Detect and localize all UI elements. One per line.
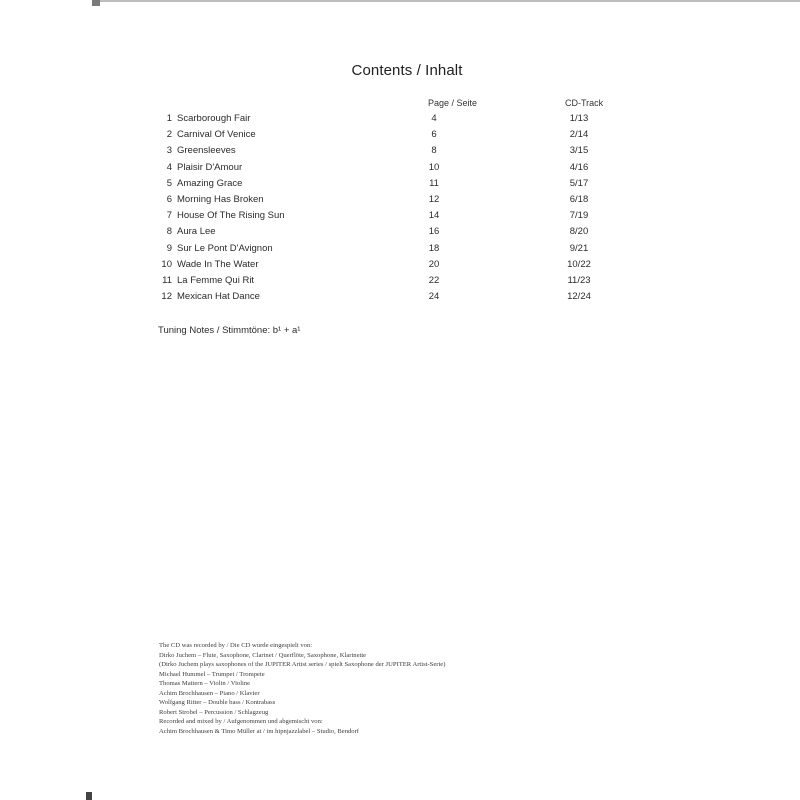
track-number: 4: [166, 161, 172, 173]
table-row: [0, 243, 800, 259]
page-number: 8: [431, 145, 437, 157]
tuning-notes: Tuning Notes / Stimmtöne: b¹ + a¹: [158, 325, 301, 336]
credit-line: Achim Brochhausen – Piano / Klavier: [159, 689, 260, 697]
cd-track: 10/22: [567, 258, 591, 270]
table-row: [0, 194, 800, 210]
credit-line: Dirko Juchem – Flute, Saxophone, Clarinet / Querflöte, Saxophone, Klarinette: [159, 651, 367, 659]
page-title: Contents / Inhalt: [351, 62, 463, 79]
song-title: Sur Le Pont D'Avignon: [177, 242, 273, 254]
column-header-cd-track: CD-Track: [565, 98, 604, 108]
credit-line: Robert Strobel – Percussion / Schlagzeug: [159, 708, 269, 716]
song-title: Amazing Grace: [177, 177, 243, 189]
credit-line: Michael Hummel – Trumpet / Trompete: [159, 670, 265, 678]
cd-track: 8/20: [569, 226, 589, 238]
credits-heading: The CD was recorded by / Die CD wurde eingespielt von:: [159, 642, 313, 649]
cd-track: 2/14: [569, 129, 589, 141]
song-title: Plaisir D'Amour: [177, 161, 243, 173]
cd-track: 3/15: [569, 145, 589, 157]
song-title: Aura Lee: [177, 226, 216, 238]
cd-track: 11/23: [567, 274, 591, 286]
credit-line: Thomas Mattern – Violin / Violine: [159, 680, 251, 688]
contents-table: [0, 113, 800, 307]
cd-track: 9/21: [569, 242, 589, 254]
table-row: [0, 259, 800, 275]
cd-track: 5/17: [569, 177, 589, 189]
credits-heading: Recorded and mixed by / Aufgenommen und abgemischt von:: [159, 718, 323, 726]
page-number: 6: [431, 129, 437, 141]
cd-track: 4/16: [569, 161, 589, 173]
track-number: 7: [166, 210, 172, 222]
song-title: Scarborough Fair: [177, 113, 251, 124]
page-number: 18: [428, 242, 440, 254]
track-number: 10: [161, 258, 172, 270]
track-number: 11: [162, 274, 172, 286]
song-title: House Of The Rising Sun: [177, 210, 285, 222]
track-number: 2: [166, 129, 172, 141]
table-row: [0, 275, 800, 291]
table-row: [0, 145, 800, 161]
cd-track: 7/19: [569, 210, 589, 222]
track-number: 8: [166, 226, 172, 238]
song-title: Morning Has Broken: [177, 193, 264, 205]
track-number: 5: [166, 177, 172, 189]
page-corner-mark: [92, 0, 100, 6]
table-row: [0, 162, 800, 178]
page-bottom-mark: [86, 792, 92, 800]
page-number: 12: [428, 193, 440, 205]
table-row: [0, 291, 800, 307]
table-row: [0, 210, 800, 226]
page-number: 22: [428, 274, 440, 286]
page-number: 4: [431, 113, 437, 124]
page-top-edge: [92, 0, 800, 2]
song-title: La Femme Qui Rit: [177, 274, 255, 286]
page-number: 20: [428, 258, 440, 270]
credit-line: (Dirko Juchem plays saxophones of the JUPITER Artist series / spielt Saxophone der JUPITER Artist-Serie): [159, 661, 446, 669]
track-number: 6: [166, 193, 172, 205]
page-number: 24: [428, 291, 440, 303]
song-title: Greensleeves: [177, 145, 236, 157]
table-row: [0, 129, 800, 145]
song-title: Carnival Of Venice: [177, 129, 256, 141]
track-number: 3: [166, 145, 172, 157]
table-row: [0, 178, 800, 194]
song-title: Wade In The Water: [177, 258, 259, 270]
cd-track: 6/18: [569, 193, 589, 205]
track-number: 9: [166, 242, 172, 254]
table-row: [0, 226, 800, 242]
page-number: 11: [429, 177, 439, 189]
page-number: 16: [428, 226, 440, 238]
track-number: 1: [166, 113, 172, 124]
column-header-page: Page / Seite: [428, 98, 478, 108]
track-number: 12: [161, 291, 172, 303]
page-number: 10: [428, 161, 440, 173]
credits-block: [159, 641, 445, 736]
table-row: [0, 113, 800, 129]
cd-track: 12/24: [567, 291, 591, 303]
page-number: 14: [428, 210, 440, 222]
song-title: Mexican Hat Dance: [177, 291, 260, 303]
credit-line: Achim Brochhausen & Timo Müller at / im hipnjazzlabel – Studio, Bendorf: [159, 727, 359, 735]
credit-line: Wolfgang Ritter – Double bass / Kontrabass: [159, 699, 276, 707]
cd-track: 1/13: [569, 113, 589, 124]
